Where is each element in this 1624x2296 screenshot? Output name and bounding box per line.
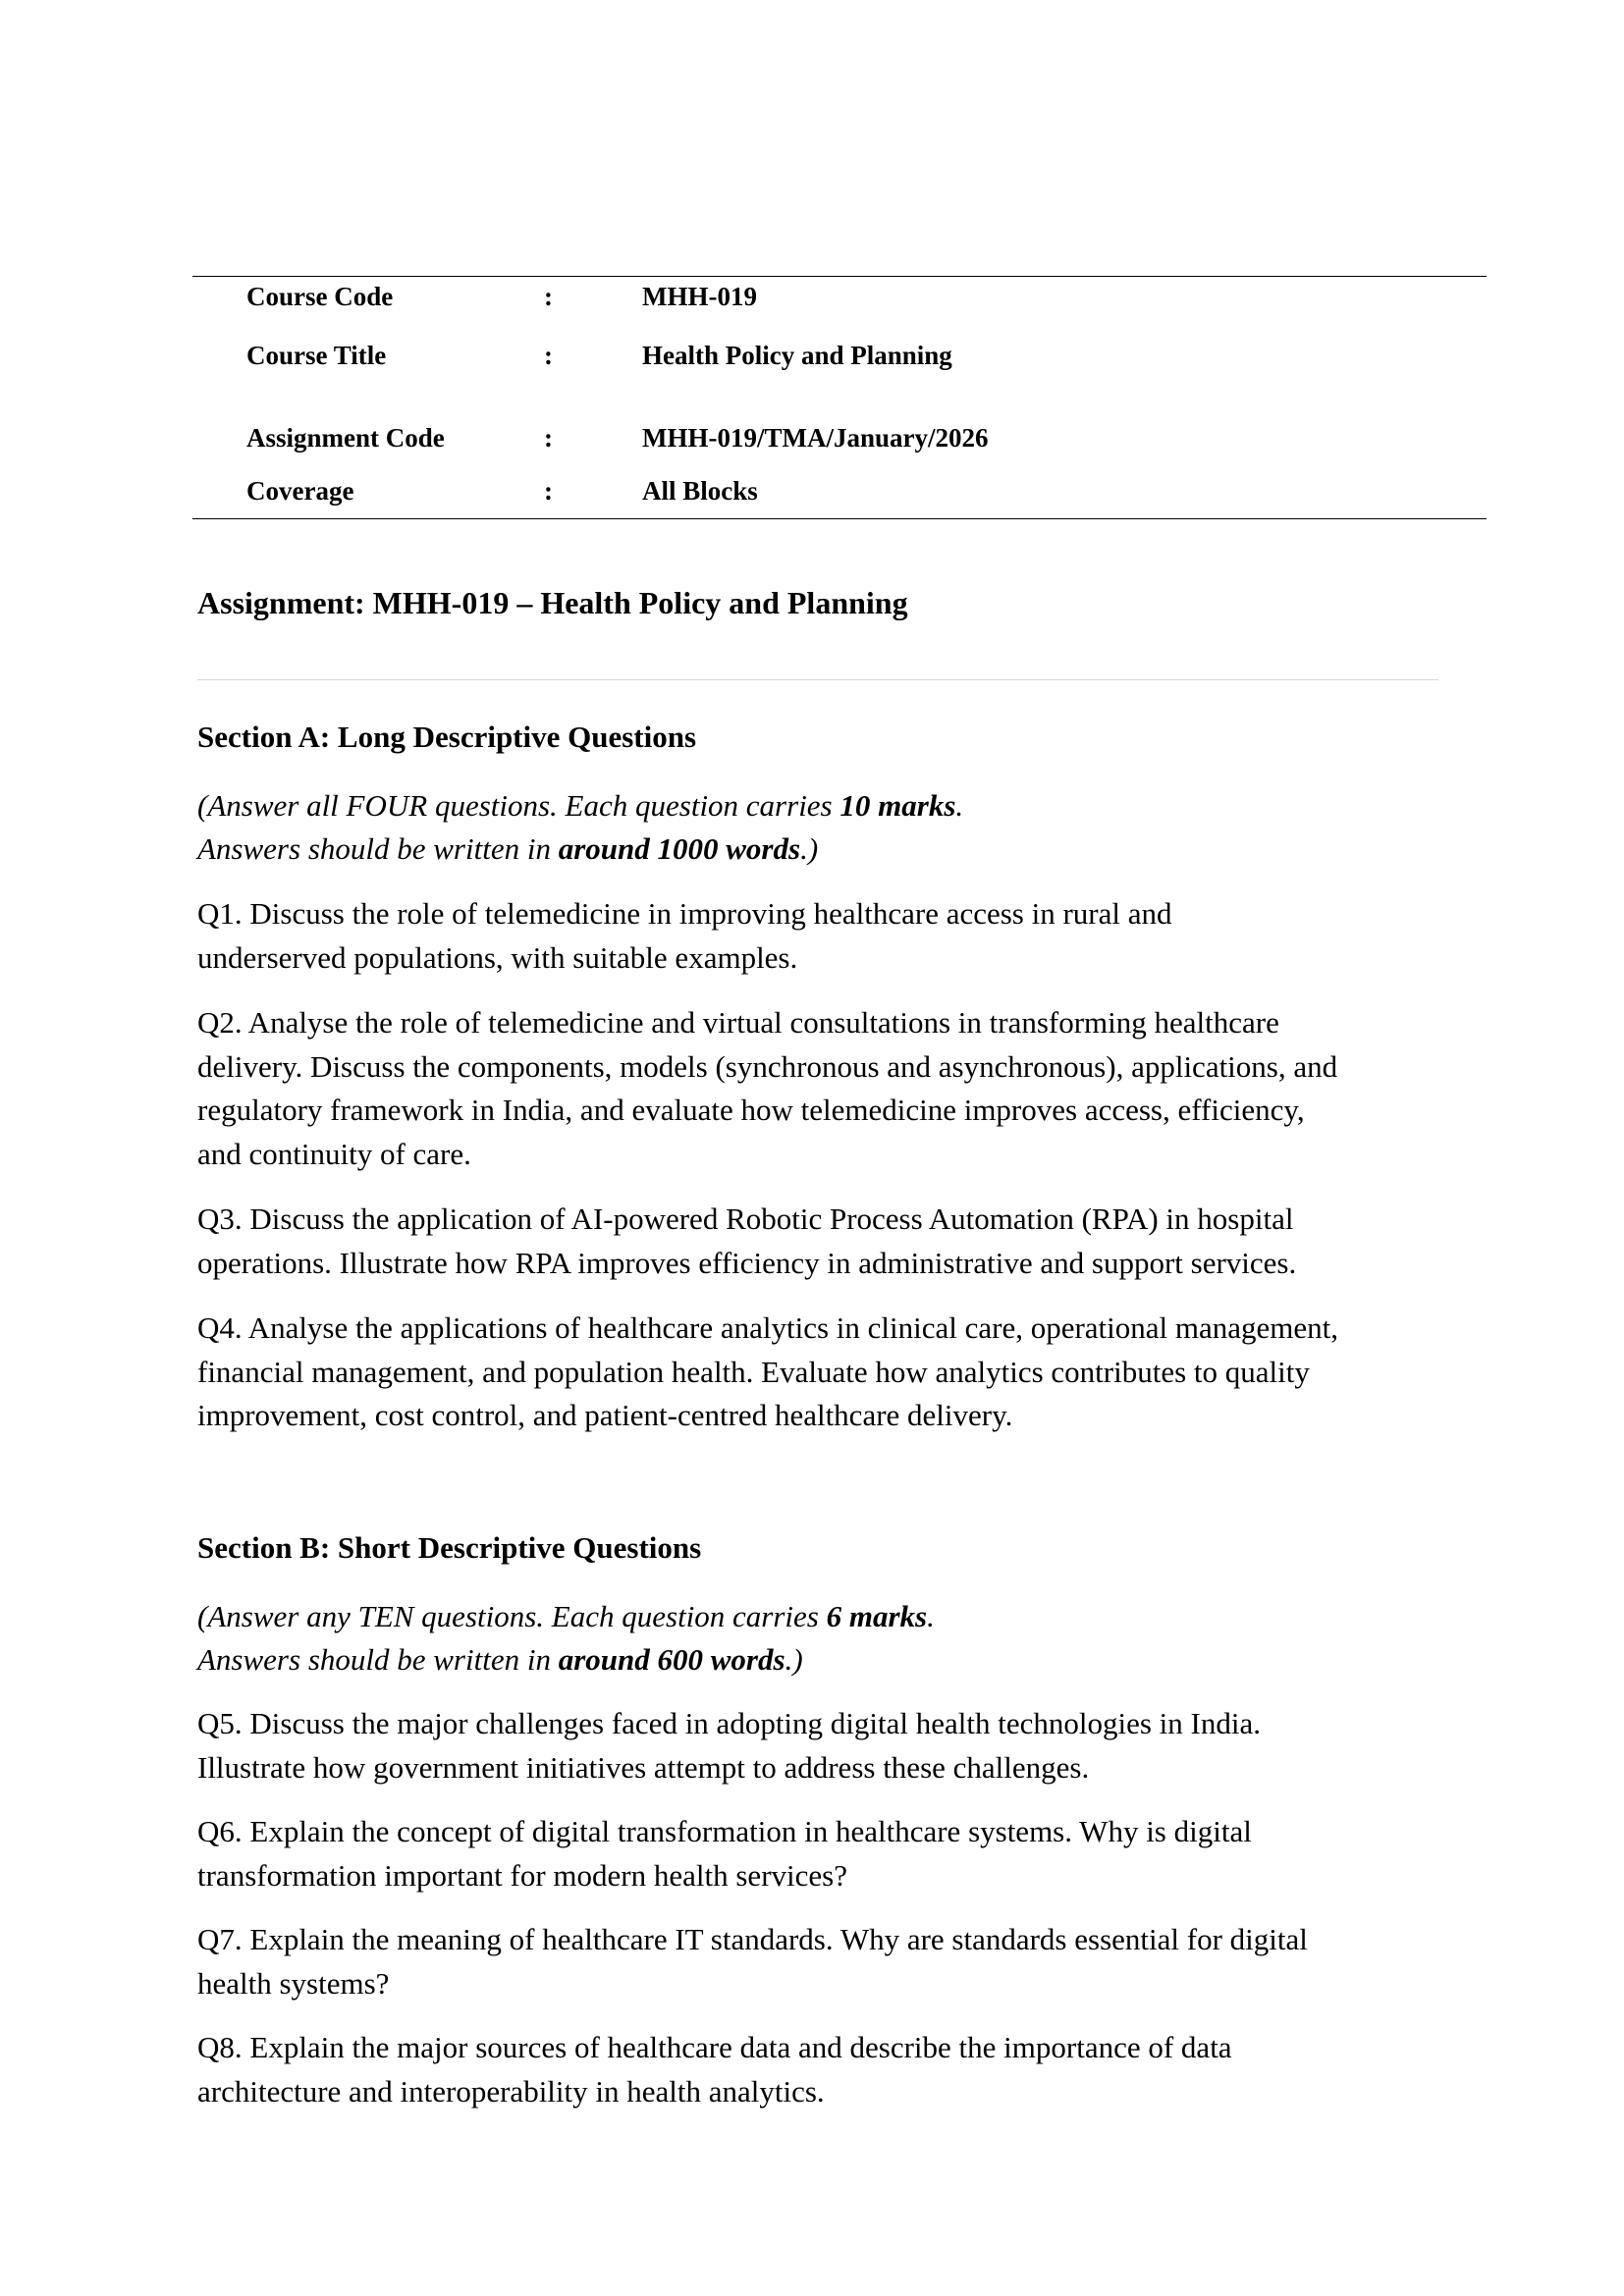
section-b-instructions [197,1595,1474,1682]
header-label: Course Title [246,341,387,370]
question-line: Q5. Discuss the major challenges faced in adopting digital health technologies in India. [197,1706,1261,1740]
question-line: improvement, cost control, and patient-centred healthcare delivery. [197,1398,1013,1433]
header-value: MHH-019 [642,282,757,311]
title-divider [197,679,1438,680]
question-line: financial management, and population health. Evaluate how analytics contributes to quality [197,1354,1310,1389]
question-line: delivery. Discuss the components, models (synchronous and asynchronous), applications, and [197,1048,1338,1084]
instruction-marks: 10 marks [839,788,956,823]
question-line: Q3. Discuss the application of AI-powered Robotic Process Automation (RPA) in hospital [197,1201,1294,1236]
question-line: Q4. Analyse the applications of healthcare analytics in clinical care, operational management, [197,1310,1339,1345]
question-line: health systems? [197,1965,390,2001]
question-q4 [197,1307,1474,1438]
instruction-word-count: around 600 words [558,1642,785,1677]
header-value: All Blocks [642,476,758,506]
question-line: Q2. Analyse the role of telemedicine and virtual consultations in transforming healthcare [197,1005,1279,1040]
question-line: Q1. Discuss the role of telemedicine in improving healthcare access in rural and [197,896,1172,931]
header-colon: : [544,341,553,370]
header-colon: : [544,423,553,453]
instruction-line [197,828,1474,871]
question-q5 [197,1702,1474,1789]
instruction-word-count: around 1000 words [558,831,801,866]
question-line: transformation important for modern health services? [197,1857,847,1893]
instruction-text: . [927,1599,935,1633]
section-b-heading: Section B: Short Descriptive Questions [197,1530,702,1565]
question-line: Q8. Explain the major sources of healthcare data and describe the importance of data [197,2030,1232,2064]
instruction-text: (Answer all FOUR questions. Each question carries [197,788,840,823]
header-colon: : [544,282,553,311]
instruction-line [197,1638,1474,1682]
instruction-text: (Answer any TEN questions. Each question carries [197,1599,827,1633]
instruction-line [197,1595,1474,1638]
header-value: MHH-019/TMA/January/2026 [642,423,989,453]
question-line: and continuity of care. [197,1136,471,1171]
instruction-text: . [955,788,964,823]
question-q6 [197,1810,1474,1897]
header-label: Coverage [246,476,354,506]
question-q3 [197,1198,1474,1285]
instruction-text: Answers should be written in [197,1642,559,1677]
instruction-text: .) [785,1642,803,1677]
header-label: Assignment Code [246,423,445,453]
instruction-text: .) [800,831,819,866]
question-q7 [197,1918,1474,2005]
instruction-marks: 6 marks [826,1599,928,1633]
question-line: Q6. Explain the concept of digital transformation in healthcare systems. Why is digital [197,1814,1252,1848]
section-a-heading: Section A: Long Descriptive Questions [197,720,697,754]
page-title: Assignment: MHH-019 – Health Policy and Planning [197,585,908,620]
header-colon: : [544,476,553,506]
question-line: operations. Illustrate how RPA improves efficiency in administrative and support services. [197,1245,1297,1280]
header-value: Health Policy and Planning [642,341,952,370]
question-line: underserved populations, with suitable examples. [197,939,798,975]
instruction-text: Answers should be written in [197,831,559,866]
instruction-line [197,784,1474,828]
header-bottom-rule [192,518,1487,519]
question-line: Q7. Explain the meaning of healthcare IT standards. Why are standards essential for digital [197,1922,1308,1956]
question-q2 [197,1001,1474,1176]
question-q8 [197,2026,1474,2113]
section-a-instructions [197,784,1474,871]
question-q1 [197,892,1474,980]
header-top-rule [192,276,1487,277]
question-line: Illustrate how government initiatives attempt to address these challenges. [197,1749,1090,1785]
question-line: regulatory framework in India, and evaluate how telemedicine improves access, efficiency, [197,1093,1305,1128]
header-label: Course Code [246,282,394,311]
question-line: architecture and interoperability in health analytics. [197,2073,825,2109]
